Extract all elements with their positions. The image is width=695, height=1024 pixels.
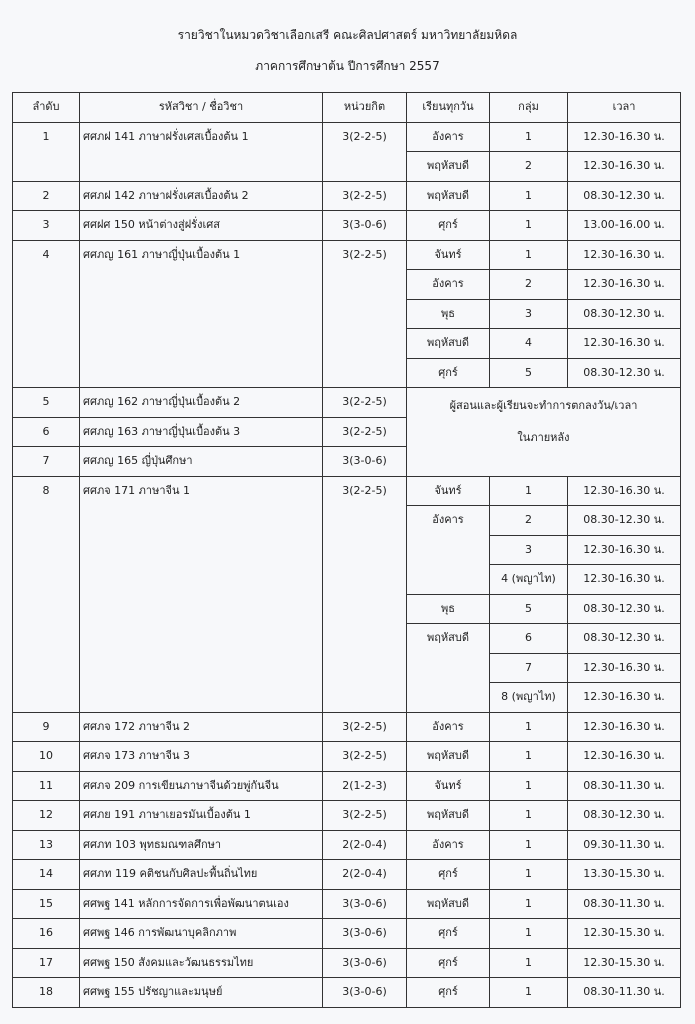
session-time: 12.30-16.30 น. [568,122,681,152]
session-group: 1 [490,948,568,978]
session-day: พฤหัสบดี [407,801,490,831]
course-number: 17 [13,948,80,978]
session-day: ศุกร์ [407,919,490,949]
header-no: ลำดับ [13,93,80,123]
course-name: ศศพฐ 150 สังคมและวัฒนธรรมไทย [80,948,323,978]
course-name: ศศภจ 209 การเขียนภาษาจีนด้วยพู่กันจีน [80,771,323,801]
session-time: 08.30-12.30 น. [568,801,681,831]
session-time: 08.30-12.30 น. [568,358,681,388]
course-name: ศศพฐ 146 การพัฒนาบุคลิกภาพ [80,919,323,949]
session-day: พฤหัสบดี [407,152,490,182]
table-row [13,801,681,831]
session-group: 3 [490,535,568,565]
course-number: 15 [13,889,80,919]
table-row [13,712,681,742]
course-credit: 3(2-2-5) [323,712,407,742]
session-day: พฤหัสบดี [407,742,490,772]
course-number: 8 [13,476,80,712]
table-row [13,742,681,772]
table-row [13,978,681,1008]
session-group: 1 [490,122,568,152]
course-schedule-table [12,92,681,1008]
session-day: อังคาร [407,270,490,300]
header-time: เวลา [568,93,681,123]
session-day: พฤหัสบดี [407,889,490,919]
session-time: 12.30-16.30 น. [568,240,681,270]
session-time: 12.30-16.30 น. [568,476,681,506]
course-name: ศศพฐ 141 หลักการจัดการเพื่อพัฒนาตนเอง [80,889,323,919]
session-time: 09.30-11.30 น. [568,830,681,860]
session-day: อังคาร [407,506,490,595]
session-group: 1 [490,860,568,890]
session-group: 1 [490,889,568,919]
table-row [13,388,681,418]
session-day: ศุกร์ [407,948,490,978]
course-name: ศศภญ 162 ภาษาญี่ปุ่นเบื้องต้น 2 [80,388,323,418]
course-number: 5 [13,388,80,418]
course-name: ศศภท 103 พุทธมณฑลศึกษา [80,830,323,860]
course-number: 13 [13,830,80,860]
course-number: 9 [13,712,80,742]
session-day: ศุกร์ [407,860,490,890]
session-day: อังคาร [407,712,490,742]
course-number: 6 [13,417,80,447]
session-group: 2 [490,270,568,300]
session-time: 13.30-15.30 น. [568,860,681,890]
session-time: 13.00-16.00 น. [568,211,681,241]
session-day: พุธ [407,594,490,624]
course-credit: 3(2-2-5) [323,742,407,772]
session-group: 5 [490,594,568,624]
course-name: ศศภฝ 141 ภาษาฝรั่งเศสเบื้องต้น 1 [80,122,323,181]
session-time: 12.30-16.30 น. [568,535,681,565]
session-group: 1 [490,211,568,241]
session-group: 2 [490,152,568,182]
course-number: 14 [13,860,80,890]
session-day: ศุกร์ [407,978,490,1008]
course-number: 2 [13,181,80,211]
course-name: ศศภจ 172 ภาษาจีน 2 [80,712,323,742]
session-time: 12.30-16.30 น. [568,152,681,182]
session-group: 1 [490,801,568,831]
session-time: 12.30-15.30 น. [568,919,681,949]
table-row [13,919,681,949]
course-number: 1 [13,122,80,181]
session-group: 7 [490,653,568,683]
session-group: 1 [490,712,568,742]
session-time: 08.30-12.30 น. [568,506,681,536]
course-name: ศศภญ 163 ภาษาญี่ปุ่นเบื้องต้น 3 [80,417,323,447]
course-credit: 2(1-2-3) [323,771,407,801]
session-time: 08.30-11.30 น. [568,978,681,1008]
session-group: 1 [490,771,568,801]
course-credit: 3(2-2-5) [323,240,407,388]
table-row [13,889,681,919]
course-name: ศศพฐ 155 ปรัชญาและมนุษย์ [80,978,323,1008]
session-group: 2 [490,506,568,536]
course-credit: 3(2-2-5) [323,417,407,447]
table-row [13,771,681,801]
course-name: ศศภญ 161 ภาษาญี่ปุ่นเบื้องต้น 1 [80,240,323,388]
course-credit: 3(2-2-5) [323,122,407,181]
session-group: 8 (พญาไท) [490,683,568,713]
session-day: จันทร์ [407,771,490,801]
schedule-note [407,388,681,477]
header-credit: หน่วยกิต [323,93,407,123]
session-time: 08.30-11.30 น. [568,771,681,801]
session-day: อังคาร [407,830,490,860]
course-credit: 3(3-0-6) [323,889,407,919]
session-time: 12.30-16.30 น. [568,712,681,742]
course-number: 3 [13,211,80,241]
course-credit: 3(2-2-5) [323,181,407,211]
session-time: 12.30-16.30 น. [568,653,681,683]
table-header-row [13,93,681,123]
session-group: 4 [490,329,568,359]
table-row [13,830,681,860]
course-number: 11 [13,771,80,801]
course-number: 10 [13,742,80,772]
note-line-2: ในภายหลัง [517,431,570,444]
course-name: ศศภญ 165 ญี่ปุ่นศึกษา [80,447,323,477]
session-group: 1 [490,919,568,949]
course-name: ศศภจ 171 ภาษาจีน 1 [80,476,323,712]
session-group: 1 [490,476,568,506]
document-subtitle: ภาคการศึกษาต้น ปีการศึกษา 2557 [255,59,440,73]
course-number: 7 [13,447,80,477]
course-number: 4 [13,240,80,388]
table-row [13,948,681,978]
session-group: 1 [490,978,568,1008]
course-credit: 3(2-2-5) [323,476,407,712]
header-day: เรียนทุกวัน [407,93,490,123]
session-time: 12.30-16.30 น. [568,329,681,359]
course-name: ศศฝศ 150 หน้าต่างสู่ฝรั่งเศส [80,211,323,241]
course-credit: 2(2-0-4) [323,860,407,890]
session-group: 3 [490,299,568,329]
session-time: 12.30-16.30 น. [568,683,681,713]
session-group: 1 [490,742,568,772]
session-time: 08.30-12.30 น. [568,181,681,211]
course-credit: 3(3-0-6) [323,211,407,241]
session-group: 6 [490,624,568,654]
course-credit: 2(2-0-4) [323,830,407,860]
table-row [13,240,681,270]
session-group: 1 [490,240,568,270]
session-time: 08.30-12.30 น. [568,594,681,624]
course-number: 16 [13,919,80,949]
header-group: กลุ่ม [490,93,568,123]
table-row [13,181,681,211]
session-day: ศุกร์ [407,358,490,388]
session-day: พฤหัสบดี [407,624,490,713]
session-day: จันทร์ [407,476,490,506]
session-group: 5 [490,358,568,388]
session-time: 12.30-15.30 น. [568,948,681,978]
course-name: ศศภย 191 ภาษาเยอรมันเบื้องต้น 1 [80,801,323,831]
session-group: 4 (พญาไท) [490,565,568,595]
session-day: พุธ [407,299,490,329]
session-day: พฤหัสบดี [407,181,490,211]
course-credit: 3(2-2-5) [323,388,407,418]
table-row [13,122,681,152]
header-course: รหัสวิชา / ชื่อวิชา [80,93,323,123]
course-credit: 3(3-0-6) [323,948,407,978]
table-row [13,211,681,241]
session-time: 08.30-12.30 น. [568,624,681,654]
session-time: 12.30-16.30 น. [568,565,681,595]
table-row [13,476,681,506]
session-time: 08.30-11.30 น. [568,889,681,919]
session-day: ศุกร์ [407,211,490,241]
session-group: 1 [490,181,568,211]
course-number: 18 [13,978,80,1008]
course-name: ศศภจ 173 ภาษาจีน 3 [80,742,323,772]
course-credit: 3(3-0-6) [323,919,407,949]
course-name: ศศภฝ 142 ภาษาฝรั่งเศสเบื้องต้น 2 [80,181,323,211]
course-credit: 3(3-0-6) [323,447,407,477]
course-credit: 3(3-0-6) [323,978,407,1008]
course-number: 12 [13,801,80,831]
session-time: 12.30-16.30 น. [568,270,681,300]
document-title: รายวิชาในหมวดวิชาเลือกเสรี คณะศิลปศาสตร์ มหาวิทยาลัยมหิดล [177,28,518,42]
session-group: 1 [490,830,568,860]
session-day: พฤหัสบดี [407,329,490,359]
course-credit: 3(2-2-5) [323,801,407,831]
session-time: 08.30-12.30 น. [568,299,681,329]
session-day: จันทร์ [407,240,490,270]
course-name: ศศภท 119 คติชนกับศิลปะพื้นถิ่นไทย [80,860,323,890]
session-time: 12.30-16.30 น. [568,742,681,772]
note-line-1: ผู้สอนและผู้เรียนจะทำการตกลงวัน/เวลา [449,399,638,412]
table-row [13,860,681,890]
session-day: อังคาร [407,122,490,152]
